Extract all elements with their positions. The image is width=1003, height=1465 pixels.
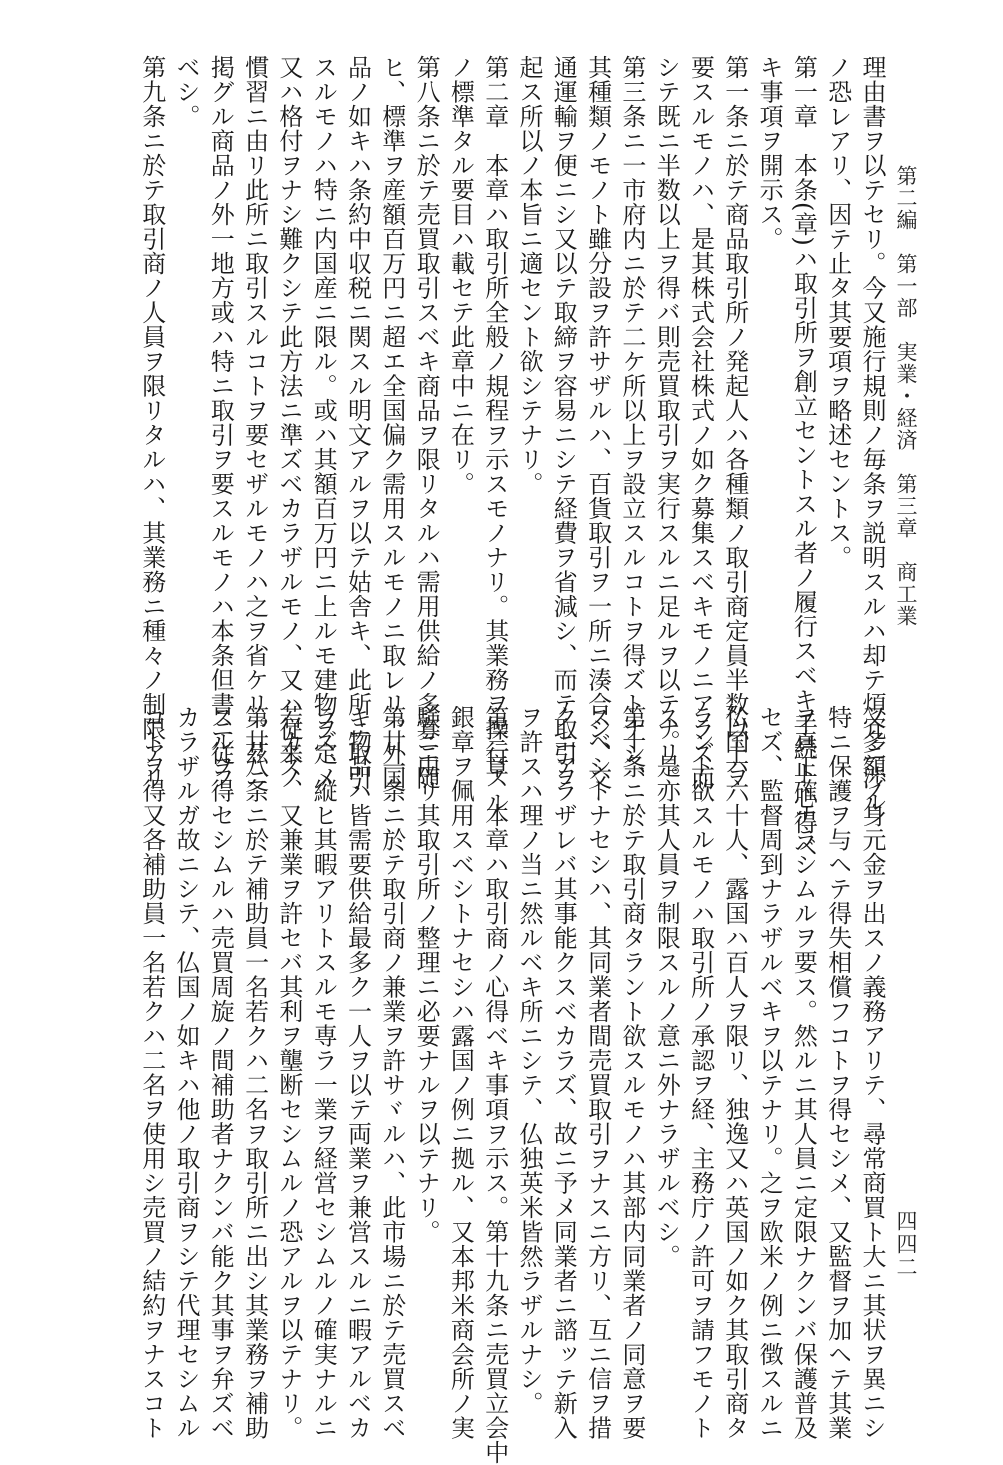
text-line: 第九条ニ於テ取引商ノ人員ヲ限リタルハ、其業務ニ種々ノ制限アリ [137,55,166,790]
text-line: スルヲ得セシムルハ売買周旋ノ間補助者ナクンバ能ク其事ヲ弁ズベ [206,705,235,1440]
text-line: ヲ真正確ナラシムルヲ要ス。然ルニ其人員ニ定限ナクンバ保護普及 [789,705,818,1440]
text-line: 銀章ヲ佩用スベシトナセシハ露国ノ例ニ拠ル、又本邦米商会所ノ実 [446,705,475,1440]
text-line: 慣習ニ由リ此所ニ取引スルコトヲ要セザルモノハ之ヲ省ケリ。茲ニ [240,55,269,790]
text-line: 掲グル商品ノ外一地方或ハ特ニ取引ヲ要スルモノハ本条但書ニ従フ [206,55,235,790]
text-line: クニアラザレバ其事能クスベカラズ、故ニ予メ同業者ニ諮ッテ新入 [549,705,578,1440]
text-line: 品ノ如キハ条約中収税ニ関スル明文アルヲ以テ姑舎キ、此所ニ取引 [343,55,372,790]
text-line: 第一条ニ於テ商品取引所ノ発起人ハ各種類ノ取引商定員半数以上ヲ [720,55,749,790]
text-line: 其種類ノモノト雖分設ヲ許サザルハ、百貨取引ヲ一所ニ湊合シ、交 [583,55,612,790]
text-line: 第一章 本条(章)ハ取引所ヲ創立セントスル者ノ履行スベキ手続ト心得ベ [789,55,818,859]
text-line: 第廿一条ニ於テ取引商ノ兼業ヲ許サヾルハ、此市場ニ於テ売買スベ [377,705,406,1440]
text-line: 又多額ノ身元金ヲ出スノ義務アリテ、尋常商買ト大ニ其状ヲ異ニシ [858,705,886,1440]
text-line: 第三条ニ一市府内ニ於テ二ケ所以上ヲ設立スルコトヲ得ズトナシ、 [617,55,646,790]
text-line: 起ス所以ノ本旨ニ適セント欲シテナリ。 [515,55,543,496]
text-line: 第三章 本章ハ取引商ノ心得ベキ事項ヲ示ス。第十九条ニ売買立会中 [480,705,509,1465]
text-line: ラズ、縦ヒ其暇アリトスルモ専ラ一業ヲ経営セシムルノ確実ナルニ [309,705,338,1440]
text-line: ヒ、標準ヲ産額百万円ニ超エ全国偏ク需用スルモノニ取レリ。外国 [377,55,406,790]
text-line: コトヲ得又各補助員一名若クハ二名ヲ使用シ売買ノ結約ヲナスコト [137,705,166,1440]
text-line: 又ハ格付ヲナシ難クシテ此方法ニ準ズベカラザルモノ、又ハ従来ノ [274,55,303,790]
text-line: 第二章 本章ハ取引所全般ノ規程ヲ示スモノナリ。其業務ヲ操行スル [480,55,509,815]
text-line: ヲ許スハ理ノ当ニ然ルベキ所ニシテ、仏独英米皆然ラザルナシ。 [515,705,543,1416]
text-line: スルモノハ特ニ内国産ニ限ル。或ハ其額百万円ニ上ルモ建物ヲ定メ [309,55,338,790]
page-number: 四四二 [894,1210,918,1279]
running-header: 第二編 第一部 実業・経済 第三章 商工業 [894,165,918,627]
text-line: ラント欲スルモノハ取引所ノ承認ヲ経、主務庁ノ許可ヲ請フモノト [686,705,715,1440]
text-line: 特ニ保護ヲ与ヘテ得失相償フコトヲ得セシメ、又監督ヲ加ヘテ其業 [823,705,852,1440]
text-line: 仏国ハ六十人、露国ハ百人ヲ限リ、独逸又ハ英国ノ如ク其取引商タ [720,705,749,1440]
text-line: 要スルモノハ、是其株式会社株式ノ如ク募集スベキモノニアラズ而 [686,55,715,790]
text-line: シテ既ニ半数以上ヲ得バ則売買取引ヲ実行スルニ足ルヲ以テナリ。 [652,55,681,790]
text-line: 通運輸ヲ便ニシ又以テ取締ヲ容易ニシテ経費ヲ省減シ、而テ取引ヲ [549,55,578,790]
text-line: 理由書ヲ以テセリ。今又施行規則ノ毎条ヲ説明スルハ却テ煩冗ニ渉ル [858,55,886,815]
text-line: 第十条ニ於テ取引商タラント欲スルモノハ其部内同業者ノ同意ヲ要 [617,705,646,1440]
text-line: セズ、監督周到ナラザルベキヲ以テナリ。之ヲ欧米ノ例ニ徴スルニ [755,705,784,1440]
text-line: ノ恐レアリ、因テ止タ其要項ヲ略述セントス。 [823,55,852,570]
text-line: 若カズ、又兼業ヲ許セバ其利ヲ壟断セシムルノ恐アルヲ以テナリ。 [274,705,303,1440]
text-line: キ事項ヲ開示ス。 [755,55,784,251]
text-line: キ物品ハ皆需要供給最多ク一人ヲ以テ両業ヲ兼営スルニ暇アルベカ [343,705,372,1440]
text-line: カラザルガ故ニシテ、仏国ノ如キハ他ノ取引商ヲシテ代理セシムル [172,705,200,1440]
text-line: 第八条ニ於テ売買取引スベキ商品ヲ限リタルハ需用供給ノ多寡ニ随 [412,55,441,790]
text-line: 第廿八条ニ於テ補助員一名若クハ二名ヲ取引所ニ出シ其業務ヲ補助 [240,705,269,1440]
text-line: スベシトナセシハ、其同業者間売買取引ヲナスニ方リ、互ニ信ヲ措 [583,705,612,1440]
text-line: 験ニ由リ其取引所ノ整理ニ必要ナルヲ以テナリ。 [412,705,441,1244]
text-line: ノ標準タル要目ハ載セテ此章中ニ在リ。 [446,55,475,496]
text-line: ス。是亦其人員ヲ制限スルノ意ニ外ナラザルベシ。 [652,705,681,1269]
text-line: ベシ。 [172,55,200,129]
